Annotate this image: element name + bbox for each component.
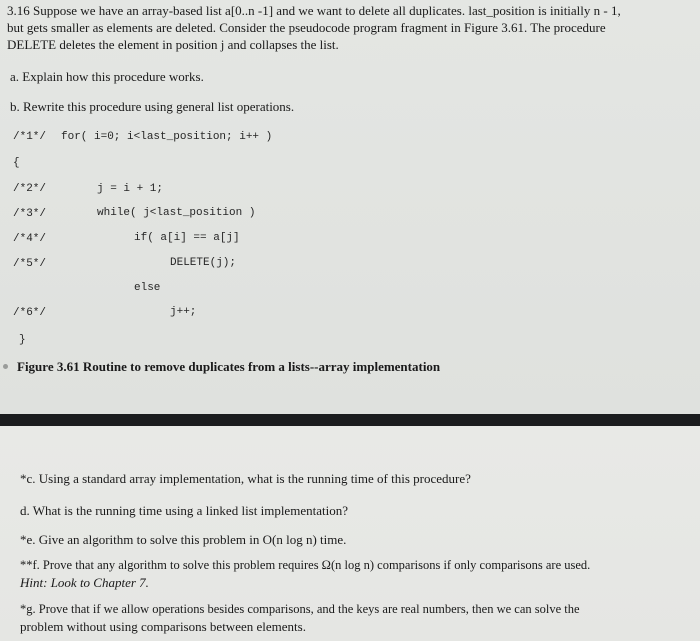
question-c: *c. Using a standard array implementation, what is the running time of this procedure? — [20, 471, 471, 486]
question-d: d. What is the running time using a linked list implementation? — [20, 503, 348, 518]
code-close-brace: } — [19, 334, 26, 346]
code-line-2-number: /*2*/ — [13, 183, 47, 195]
question-e: *e. Give an algorithm to solve this problem in O(n log n) time. — [20, 532, 347, 547]
figure-caption: Figure 3.61 Routine to remove duplicates from a lists--array implementation — [17, 359, 441, 374]
code-line-6-number: /*6*/ — [13, 307, 47, 319]
part-b-text: b. Rewrite this procedure using general list operations. — [10, 99, 295, 114]
question-f-hint: Hint: Look to Chapter 7. — [20, 575, 149, 590]
problem-statement-line-1: 3.16 Suppose we have an array-based list a[0..n -1] and we want to delete all duplicates. last_position is initially n - 1, — [7, 3, 621, 18]
code-line-3-number: /*3*/ — [13, 208, 47, 220]
code-open-brace: { — [13, 157, 20, 169]
question-g-line-2: problem without using comparisons between elements. — [20, 619, 306, 634]
code-line-4-number: /*4*/ — [13, 233, 47, 245]
part-a-text: a. Explain how this procedure works. — [10, 69, 204, 84]
question-f-line-1: **f. Prove that any algorithm to solve this problem requires Ω(n log n) comparisons if only comparisons are used. — [20, 558, 591, 572]
problem-statement-line-2: but gets smaller as elements are deleted. Consider the pseudocode program fragment in Figure 3.61. The procedure — [7, 20, 606, 35]
code-else-keyword: else — [134, 282, 161, 294]
code-line-1-number: /*1*/ — [13, 131, 47, 143]
code-line-6: j++; — [170, 306, 197, 318]
problem-statement-line-3: DELETE deletes the element in position j and collapses the list. — [7, 37, 339, 52]
question-g-line-1: *g. Prove that if we allow operations besides comparisons, and the keys are real numbers, then we can solve the — [20, 602, 580, 616]
code-line-3: while( j<last_position ) — [97, 207, 256, 219]
code-line-5-number: /*5*/ — [13, 258, 47, 270]
page-divider — [0, 414, 700, 426]
code-line-5: DELETE(j); — [170, 257, 237, 269]
code-line-1: for( i=0; i<last_position; i++ ) — [61, 131, 273, 143]
bullet-icon — [3, 364, 8, 369]
code-line-2: j = i + 1; — [97, 183, 164, 195]
code-line-4: if( a[i] == a[j] — [134, 232, 240, 244]
